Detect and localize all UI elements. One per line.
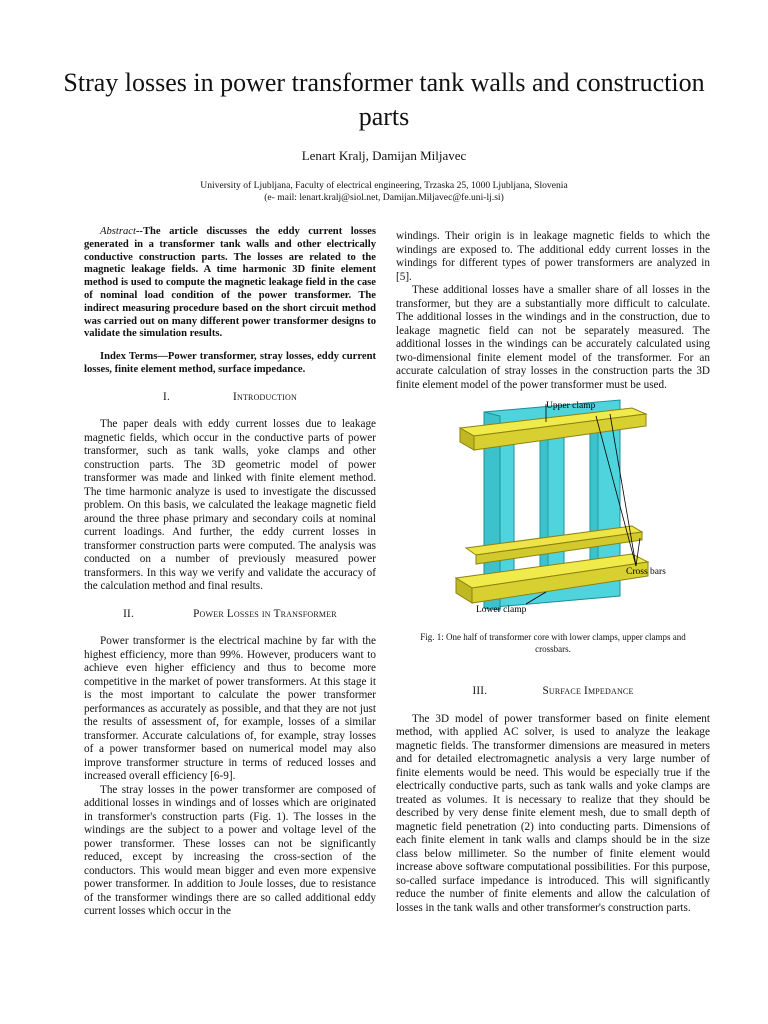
index-terms: Index Terms—Power transformer, stray losses, eddy current losses, finite element method, surface impedance. (84, 351, 376, 375)
section-heading-introduction (84, 391, 376, 405)
figure-1 (396, 398, 710, 630)
label-upper-clamp: Upper clamp (546, 401, 596, 411)
label-cross-bars: Cross bars (626, 567, 666, 577)
paragraph: Power transformer is the electrical machine by far with the highest efficiency, more than 99%. However, producers want to achieve even higher efficiency and thus to become more competitive in the market of power transformers. At this stage it is the most important to calculate the power transformer performances as accurately as possible, and that they are not just the results of assessment of, for example, losses of a similar transformer. Accurate calculations of, for example, stray losses of a power transformer based on numerical model may also improve transformer structure in terms of reduced losses and increased overall efficiency [6-9]. (84, 635, 376, 783)
transformer-core-illustration (396, 398, 710, 630)
abstract-lead: Abstract (100, 226, 136, 237)
section-heading-power-losses (84, 608, 376, 622)
affiliation-line: University of Ljubljana, Faculty of electrical engineering, Trzaska 25, 1000 Ljubljana, Slovenia (200, 180, 568, 191)
section-title: Power Losses in Transformer (193, 607, 337, 620)
affiliation (40, 180, 728, 204)
section-heading-surface-impedance (396, 685, 710, 699)
paragraph: The paper deals with eddy current losses due to leakage magnetic fields, which occur in the conductive parts of power transformer, such as tank walls, yoke clamps and other construction parts. The 3D geometric model of power transformer was made and linked with finite element method. The time harmonic analyze is used to investigate the discussed problem. On this basis, we calculated the leakage magnetic field around the three phase primary and secondary coils at nominal current loadings. And further, the eddy current losses in transformer construction parts were computed. The analysis was conducted on a number of previously measured power transformers. In this way we verify and validate the accuracy of the calculation method and final results. (84, 418, 376, 593)
abstract (84, 226, 376, 341)
paper-authors: Lenart Kralj, Damijan Miljavec (301, 148, 467, 163)
paragraph: The stray losses in the power transformer are composed of additional losses in windings and of losses which are originated in transformer's construction parts (Fig. 1). The losses in the windings are the subject to a power and voltage level of the power transformer. These losses can not be significantly reduced, except by increasing the cross-section of the conductors. This would mean bigger and even more expensive power transformer. In addition to Joule losses, due to resistance of the transformer windings there are so called additional eddy current losses which occur in the (84, 783, 376, 918)
right-column (396, 230, 710, 915)
abstract-text: --The article discusses the eddy current losses generated in a transformer tank walls and other electrically conductive construction parts. The losses are related to the magnetic leakage fields. A time harmonic 3D finite element method is used to compute the magnetic leakage field in the case of nominal load condition of the power transformer. The indirect measuring procedure based on the short circuit method was carried out on many different power transformer designs to validate the simulation results. (84, 226, 376, 340)
section-number: II. (123, 607, 134, 620)
section-title: Surface Impedance (542, 685, 634, 698)
paragraph: windings. Their origin is in leakage magnetic fields to which the windings are exposed to. The additional eddy current losses in the windings for different types of power transformers are analyzed in [5]. (396, 230, 710, 283)
section-title: Introduction (233, 390, 297, 403)
paragraph: The 3D model of power transformer based on finite element method, with applied AC solver, is used to analyze the leakage magnetic fields. The transformer dimensions are measured in meters and for detailed electromagnetic analysis a very large number of finite elements would be need. This would be especially true if the electrically conductive parts, such as tank walls and yoke clamps are treated as volumes. It is necessary to realize that they should be described by very dense finite element mesh, due to small depth of magnetic field penetration (2) into conducting parts. Dimensions of each finite element in tank walls and clamps should be in the size class below millimeter. So the number of finite element would increase above software computational possibilities. For this purpose, so-called surface impedance is introduced. This will significantly reduce the number of finite elements and allow the calculation of losses in the tank walls and other transformer's construction parts. (396, 712, 710, 914)
section-number: III. (472, 685, 488, 698)
paper-title: Stray losses in power transformer tank walls and construction parts (63, 68, 705, 131)
affiliation-email: (e- mail: lenart.kralj@siol.net, Damijan.Miljavec@fe.uni-lj.si) (264, 192, 504, 203)
section-number: I. (163, 390, 170, 403)
left-column (84, 226, 376, 919)
label-lower-clamp: Lower clamp (476, 605, 527, 615)
paragraph: These additional losses have a smaller share of all losses in the transformer, but they are a substantially more difficult to calculate. The additional losses in the windings and in the construction, due to leakage magnetic field can not be separately measured. The additional losses in the windings can be accurately calculated using two-dimensional finite element model of the transformer. For an accurate calculation of stray losses in the construction parts the 3D finite element model of the power transformer must be used. (396, 284, 710, 391)
figure-caption: Fig. 1: One half of transformer core with lower clamps, upper clamps and crossbars. (420, 632, 686, 654)
